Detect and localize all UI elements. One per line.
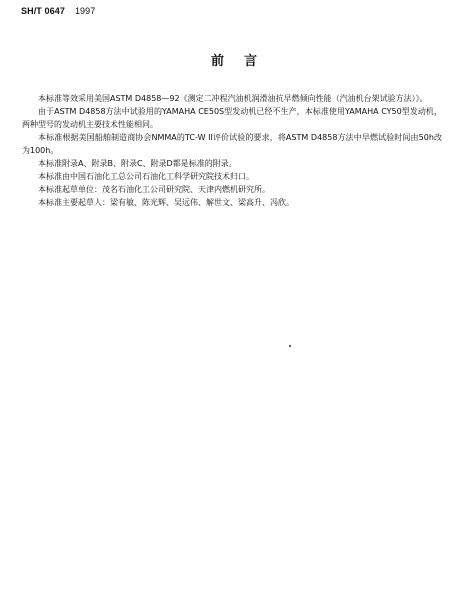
- paragraph-responsible-unit: 本标准由中国石油化工总公司石油化工科学研究院技术归口。: [38, 172, 254, 181]
- foreword-body: [22, 92, 442, 209]
- standard-code: SH/T 0647: [21, 6, 65, 16]
- scan-speck: [289, 345, 291, 347]
- paragraph-drafting-unit: 本标准起草单位：茂名石油化工公司研究院、天津内燃机研究所。: [38, 185, 270, 194]
- paragraph-engine: 由于ASTM D4858方法中试验用的YAMAHA CE50S型发动机已经不生产，本标准使用YAMAHA CY50型发动机，两种型号的发动机主要技术性能相同。: [22, 107, 442, 129]
- paragraph-test-time: 本标准根据美国船舶制造商协会NMMA的TC-W II评价试验的要求，将ASTM D4858方法中早燃试验时间由50h改为100h。: [22, 133, 442, 155]
- paragraph-adoption: 本标准等效采用美国ASTM D4858—92《测定二冲程汽油机润滑油抗早燃倾向性能（汽油机台架试验方法）》。: [38, 94, 428, 103]
- standard-year: 1997: [74, 6, 96, 16]
- page-title: 前言: [210, 54, 277, 69]
- paragraph-appendices: 本标准附录A、附录B、附录C、附录D都是标准的附录。: [38, 159, 237, 168]
- standard-code-header: [21, 6, 95, 16]
- paragraph-drafters: 本标准主要起草人：梁有敏、陈光辉、吴远伟、解世文、梁高升、冯欣。: [38, 198, 294, 207]
